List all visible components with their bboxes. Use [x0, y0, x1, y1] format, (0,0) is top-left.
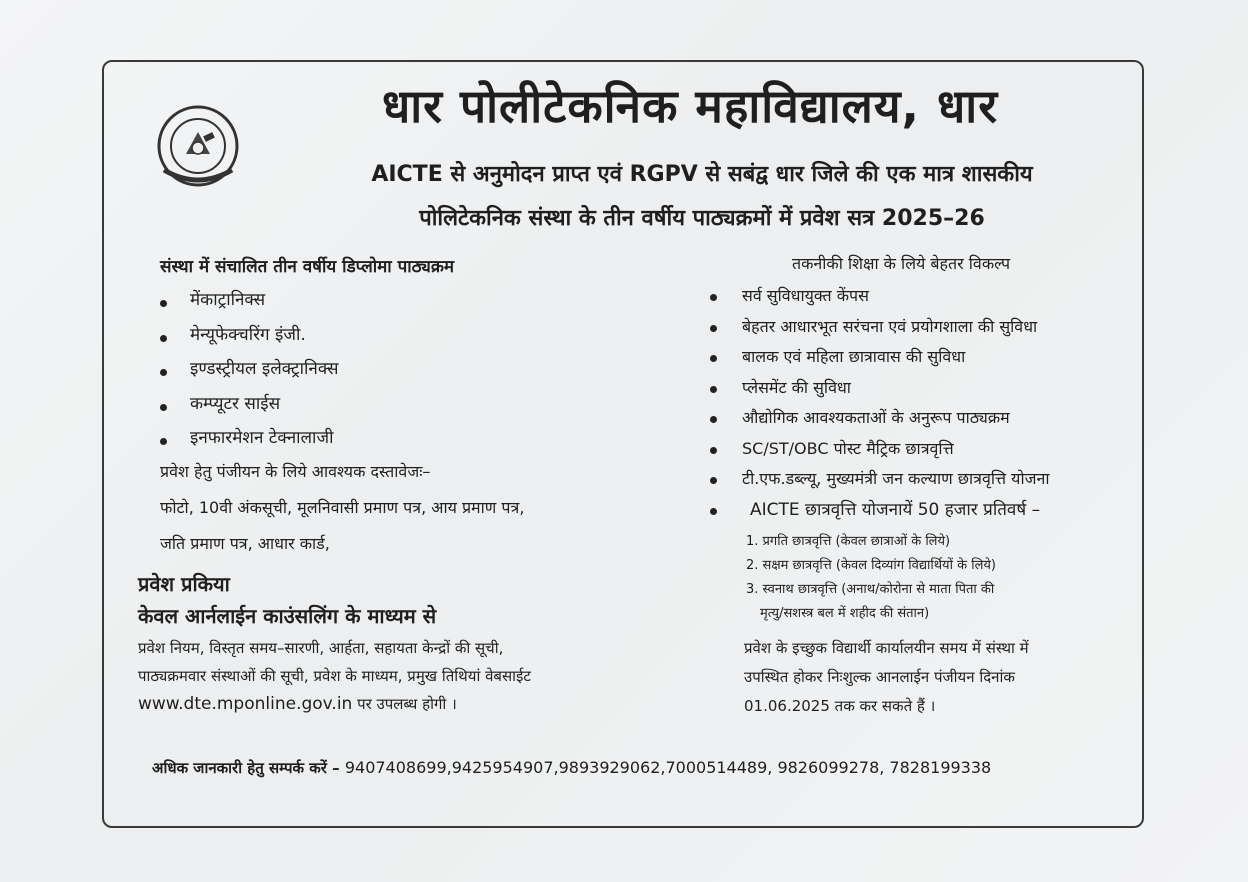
online-counselling-subheading: केवल आर्नलाईन काउंसलिंग के माध्यम से	[138, 604, 437, 628]
process-details	[138, 634, 531, 718]
feature-item: प्लेसमेंट की सुविधा	[710, 374, 1050, 405]
process-line-3: www.dte.mponline.gov.in पर उपलब्ध होगी ।	[138, 694, 457, 714]
feature-item: बालक एवं महिला छात्रावास की सुविधा	[710, 343, 1050, 374]
bullet-icon	[710, 325, 717, 332]
admission-session-line: पोलिटेकनिक संस्था के तीन वर्षीय पाठ्यक्रमों में प्रवेश सत्र 2025–26	[419, 206, 985, 231]
course-item: कम्प्यूटर साईस	[160, 390, 339, 425]
course-item: इनफारमेशन टेक्नालाजी	[160, 424, 339, 459]
documents-heading: प्रवेश हेतु पंजीयन के लिये आवश्यक दस्तावेजः–	[160, 462, 431, 481]
contact-numbers: 9407408699,9425954907,9893929062,7000514489, 9826099278, 7828199338	[344, 758, 992, 777]
contact-info	[152, 758, 991, 778]
bullet-icon	[160, 404, 167, 411]
bullet-icon	[710, 508, 717, 515]
registration-line-1: प्रवेश के इच्छुक विद्यार्थी कार्यालयीन समय में संस्था में	[744, 639, 1029, 657]
affiliation-line: AICTE से अनुमोदन प्राप्त एवं RGPV से सबंद्व धार जिले की एक मात्र शासकीय	[371, 162, 1033, 187]
course-item: मेन्यूफेक्चरिंग इंजी.	[160, 321, 339, 356]
scheme-item: 3. स्वनाथ छात्रवृत्ति (अनाथ/कोरोना से माता पिता की मृत्यु/सशस्त्र बल में शहीद की संतान)	[746, 582, 995, 621]
feature-item: बेहतर आधारभूत सरंचना एवं प्रयोगशाला की सुविधा	[710, 313, 1050, 344]
process-line-1: प्रवेश नियम, विस्तृत समय–सारणी, आर्हता, सहायता केन्द्रों की सूची,	[138, 639, 504, 657]
feature-item: टी.एफ.डब्ल्यू, मुख्यमंत्री जन कल्याण छात्रवृत्ति योजना	[710, 465, 1050, 496]
contact-label: अधिक जानकारी हेतु सम्पर्क करें –	[152, 759, 345, 777]
admission-process-heading: प्रवेश प्रकिया	[138, 572, 230, 596]
scheme-item: 1. प्रगति छात्रवृत्ति (केवल छात्राओं के लिये)	[746, 534, 951, 549]
documents-line-1: फोटो, 10वी अंकसूची, मूलनिवासी प्रमाण पत्र, आय प्रमाण पत्र,	[160, 498, 525, 517]
college-logo	[156, 104, 240, 188]
courses-list	[160, 286, 339, 459]
bullet-icon	[710, 386, 717, 393]
feature-item: SC/ST/OBC पोस्ट मैट्रिक छात्रवृत्ति	[710, 435, 1050, 466]
registration-line-2: उपस्थित होकर निःशुल्क आनलाईन पंजीयन दिनांक	[744, 668, 1015, 686]
feature-item: सर्व सुविधायुक्त केंपस	[710, 282, 1050, 313]
features-list	[710, 282, 1050, 526]
registration-note	[744, 634, 1029, 721]
scholarship-schemes-list	[746, 530, 996, 626]
course-item: इण्डस्ट्रीयल इलेक्ट्रानिक्स	[160, 355, 339, 390]
process-line-2: पाठ्यक्रमवार संस्थाओं की सूची, प्रवेश के माध्यम, प्रमुख तिथियां वेबसाईट	[138, 667, 531, 685]
bullet-icon	[710, 447, 717, 454]
feature-item: औद्योगिक आवश्यकताओं के अनुरूप पाठ्यक्रम	[710, 404, 1050, 435]
registration-line-3: 01.06.2025 तक कर सकते हैं ।	[744, 697, 936, 715]
courses-heading: संस्था में संचालित तीन वर्षीय डिप्लोमा पाठ्यक्रम	[160, 257, 455, 277]
documents-line-2: जति प्रमाण पत्र, आधार कार्ड,	[160, 534, 330, 553]
scheme-item: 2. सक्षम छात्रवृत्ति (केवल दिव्यांग विद्यार्थियों के लिये)	[746, 558, 996, 573]
college-emblem-icon	[156, 104, 240, 188]
feature-item: AICTE छात्रवृत्ति योजनायें 50 हजार प्रतिवर्ष –	[710, 496, 1050, 527]
features-heading: तकनीकी शिक्षा के लिये बेहतर विकल्प	[792, 254, 1011, 273]
website-link[interactable]: www.dte.mponline.gov.in	[138, 694, 353, 714]
course-item: मेंकाट्रानिक्स	[160, 286, 339, 321]
bullet-icon	[160, 335, 167, 342]
college-title: धार पोलीटेकनिक महाविद्यालय, धार	[381, 79, 999, 133]
